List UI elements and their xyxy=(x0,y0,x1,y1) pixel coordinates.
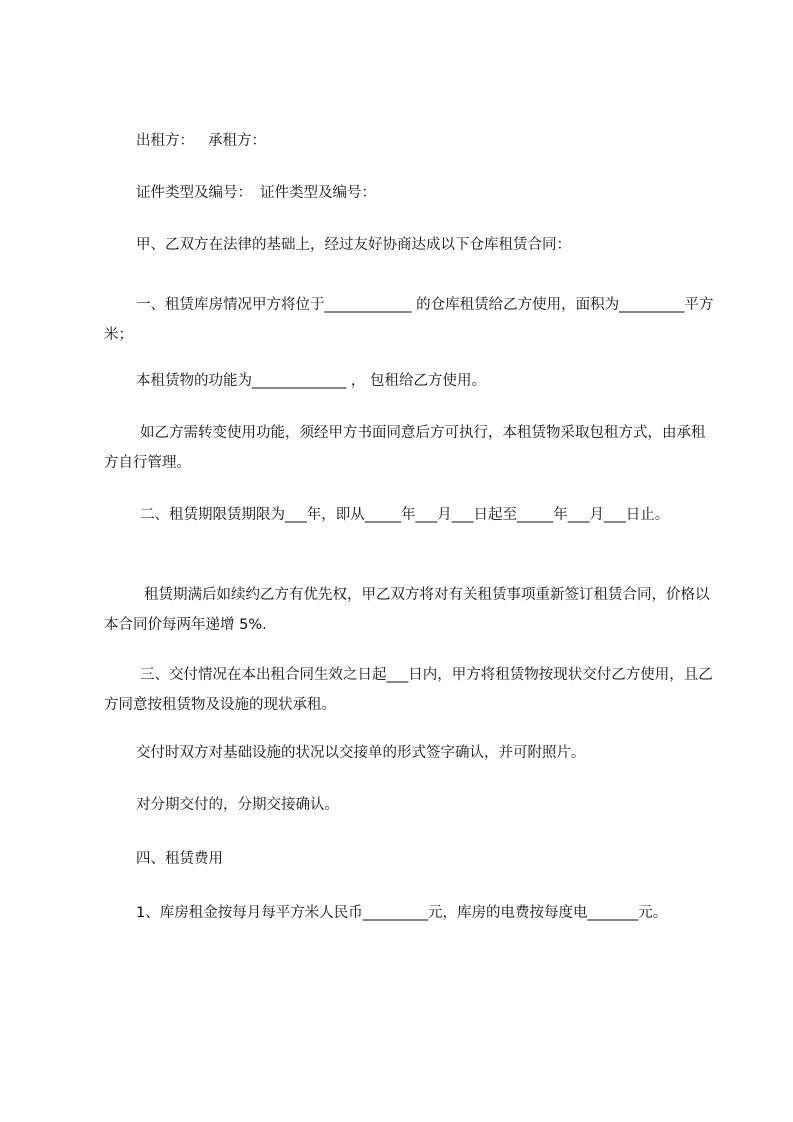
section-3-delivery: 三、交付情况在本出租合同生效之日起___日内，甲方将租赁物按现状交付乙方使用，且乙方同意按租赁物及设施的现状承租。 xyxy=(104,667,713,713)
function-paragraph: 本租赁物的功能为_____________ ， 包租给乙方使用。 xyxy=(136,373,486,389)
section-1-premises: 一、租赁库房情况甲方将位于____________ 的仓库租赁给乙方使用，面积为_________平方米； xyxy=(104,297,714,343)
lessor-label: 出租方： xyxy=(136,133,194,149)
handover-paragraph: 交付时双方对基础设施的状况以交接单的形式签字确认，并可附照片。 xyxy=(136,745,586,761)
id-line xyxy=(104,178,714,208)
lessee-label: 承租方： xyxy=(208,133,266,149)
section-4-heading: 四、租赁费用 xyxy=(136,851,223,867)
lessee-id-label: 证件类型及编号： xyxy=(260,185,376,201)
section-2-term: 二、租赁期限赁期限为___年，即从_____年___月___日起至_____年___月___日止。 xyxy=(140,507,670,523)
lessor-id-label: 证件类型及编号： xyxy=(136,185,252,201)
parties-line xyxy=(104,126,714,156)
intro-paragraph: 甲、乙双方在法律的基础上，经过友好协商达成以下仓库租赁合同： xyxy=(136,237,571,253)
change-use-paragraph: 如乙方需转变使用功能，须经甲方书面同意后方可执行，本租赁物采取包租方式，由承租方自行管理。 xyxy=(104,425,706,471)
renewal-paragraph: 租赁期满后如续约乙方有优先权，甲乙双方将对有关租赁事项重新签订租赁合同，价格以本合同价每两年递增 5%. xyxy=(104,587,710,633)
installment-paragraph: 对分期交付的，分期交接确认。 xyxy=(136,797,339,813)
rent-item-1: 1、库房租金按每月每平方米人民币_________元，库房的电费按每度电_______元。 xyxy=(136,905,668,921)
